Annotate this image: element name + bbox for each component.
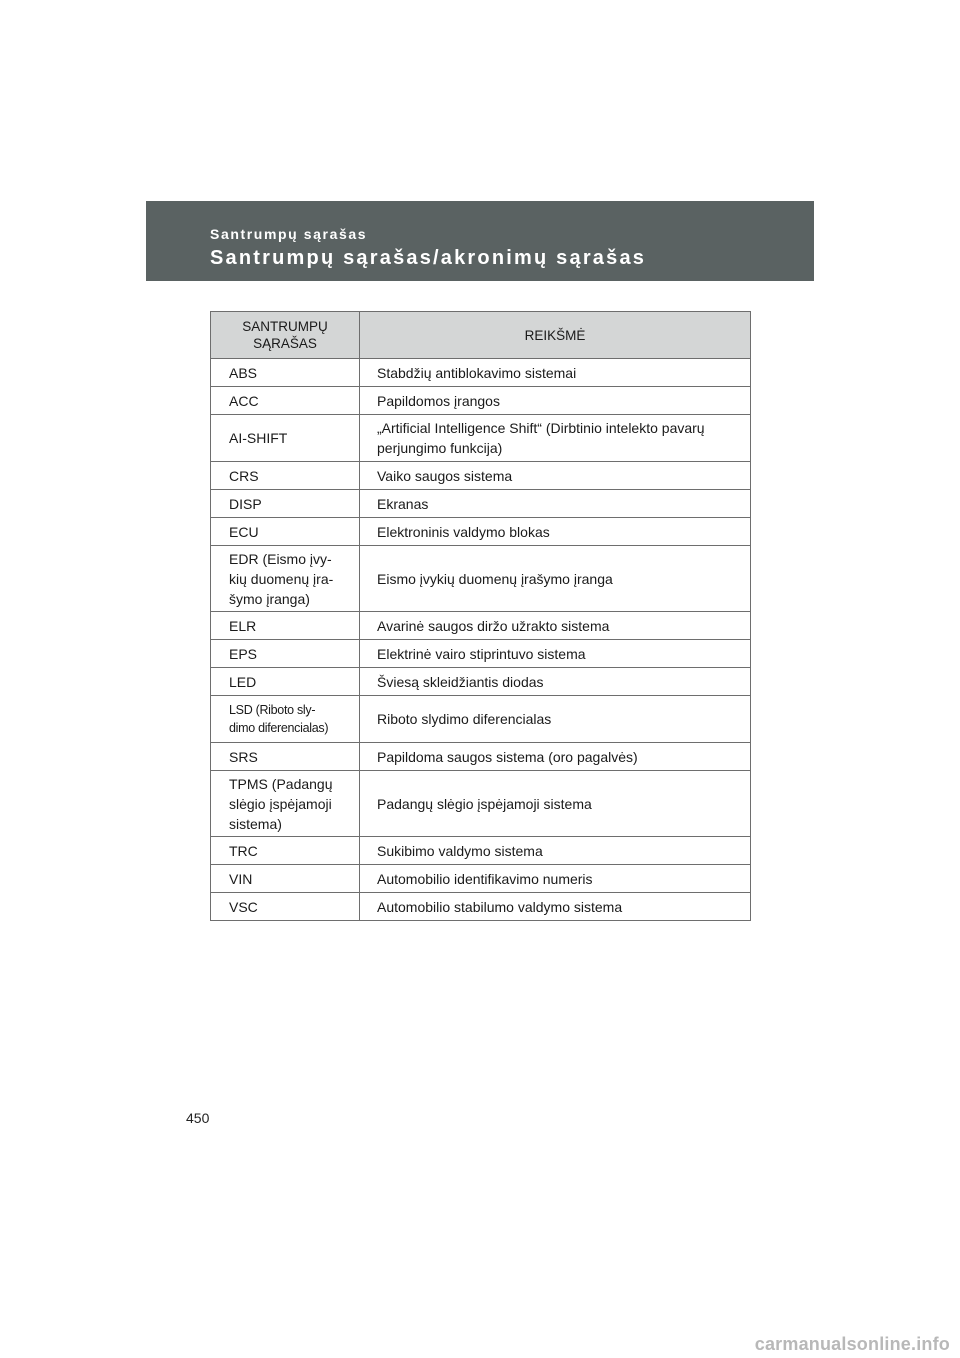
table-row xyxy=(211,640,751,668)
abbreviation-cell: DISP xyxy=(211,490,360,518)
meaning-cell: Papildoma saugos sistema (oro pagalvės) xyxy=(360,743,751,771)
meaning-cell: Elektrinė vairo stiprintuvo sistema xyxy=(360,640,751,668)
abbreviation-cell: CRS xyxy=(211,462,360,490)
abbreviation-cell: ABS xyxy=(211,359,360,387)
abbreviation-cell: TRC xyxy=(211,837,360,865)
meaning-cell: Stabdžių antiblokavimo sistemai xyxy=(360,359,751,387)
table-row xyxy=(211,893,751,921)
meaning-cell: Padangų slėgio įspėjamoji sistema xyxy=(360,771,751,837)
table-row xyxy=(211,696,751,743)
column-header-meaning: REIKŠMĖ xyxy=(360,312,751,359)
table-row xyxy=(211,490,751,518)
meaning-cell: Automobilio identifikavimo numeris xyxy=(360,865,751,893)
table-row xyxy=(211,359,751,387)
meaning-cell: Elektroninis valdymo blokas xyxy=(360,518,751,546)
meaning-cell: Avarinė saugos diržo užrakto sistema xyxy=(360,612,751,640)
table-row xyxy=(211,837,751,865)
abbreviation-cell: ELR xyxy=(211,612,360,640)
abbreviation-cell: LED xyxy=(211,668,360,696)
table-row xyxy=(211,612,751,640)
meaning-cell: Sukibimo valdymo sistema xyxy=(360,837,751,865)
abbreviation-cell: ACC xyxy=(211,387,360,415)
section-header-band xyxy=(146,201,814,281)
page-title: Santrumpų sąrašas/akronimų sąrašas xyxy=(210,247,647,269)
table-row xyxy=(211,462,751,490)
meaning-cell: Ekranas xyxy=(360,490,751,518)
meaning-cell: Riboto slydimo diferencialas xyxy=(360,696,751,743)
abbreviation-cell: LSD (Riboto sly- dimo diferencialas) xyxy=(211,696,360,743)
abbreviation-cell: TPMS (Padangų slėgio įspėjamoji sistema) xyxy=(211,771,360,837)
section-label: Santrumpų sąrašas xyxy=(210,226,368,242)
table-row xyxy=(211,743,751,771)
meaning-cell: Automobilio stabilumo valdymo sistema xyxy=(360,893,751,921)
abbreviation-cell: AI-SHIFT xyxy=(211,415,360,462)
meaning-cell: Šviesą skleidžiantis diodas xyxy=(360,668,751,696)
abbreviation-cell: SRS xyxy=(211,743,360,771)
page-number: 450 xyxy=(186,1110,210,1126)
meaning-cell: Eismo įvykių duomenų įrašymo įranga xyxy=(360,546,751,612)
table-row xyxy=(211,387,751,415)
table-row xyxy=(211,518,751,546)
abbreviation-cell: VSC xyxy=(211,893,360,921)
meaning-cell: Papildomos įrangos xyxy=(360,387,751,415)
table-row xyxy=(211,865,751,893)
abbreviation-cell: ECU xyxy=(211,518,360,546)
table-row xyxy=(211,668,751,696)
table-row xyxy=(211,771,751,837)
meaning-cell: Vaiko saugos sistema xyxy=(360,462,751,490)
table-row xyxy=(211,415,751,462)
meaning-cell: „Artificial Intelligence Shift“ (Dirbtinio intelekto pavarų perjungimo funkcija) xyxy=(360,415,751,462)
abbreviation-table xyxy=(210,311,751,921)
table-row xyxy=(211,546,751,612)
abbreviation-cell: EPS xyxy=(211,640,360,668)
table-header-row xyxy=(211,312,751,359)
column-header-abbreviation: SANTRUMPŲ SĄRAŠAS xyxy=(211,312,360,359)
abbreviation-cell: EDR (Eismo įvy- kių duomenų įra- šymo įranga) xyxy=(211,546,360,612)
watermark: carmanualsonline.info xyxy=(754,1334,950,1354)
abbreviation-cell: VIN xyxy=(211,865,360,893)
